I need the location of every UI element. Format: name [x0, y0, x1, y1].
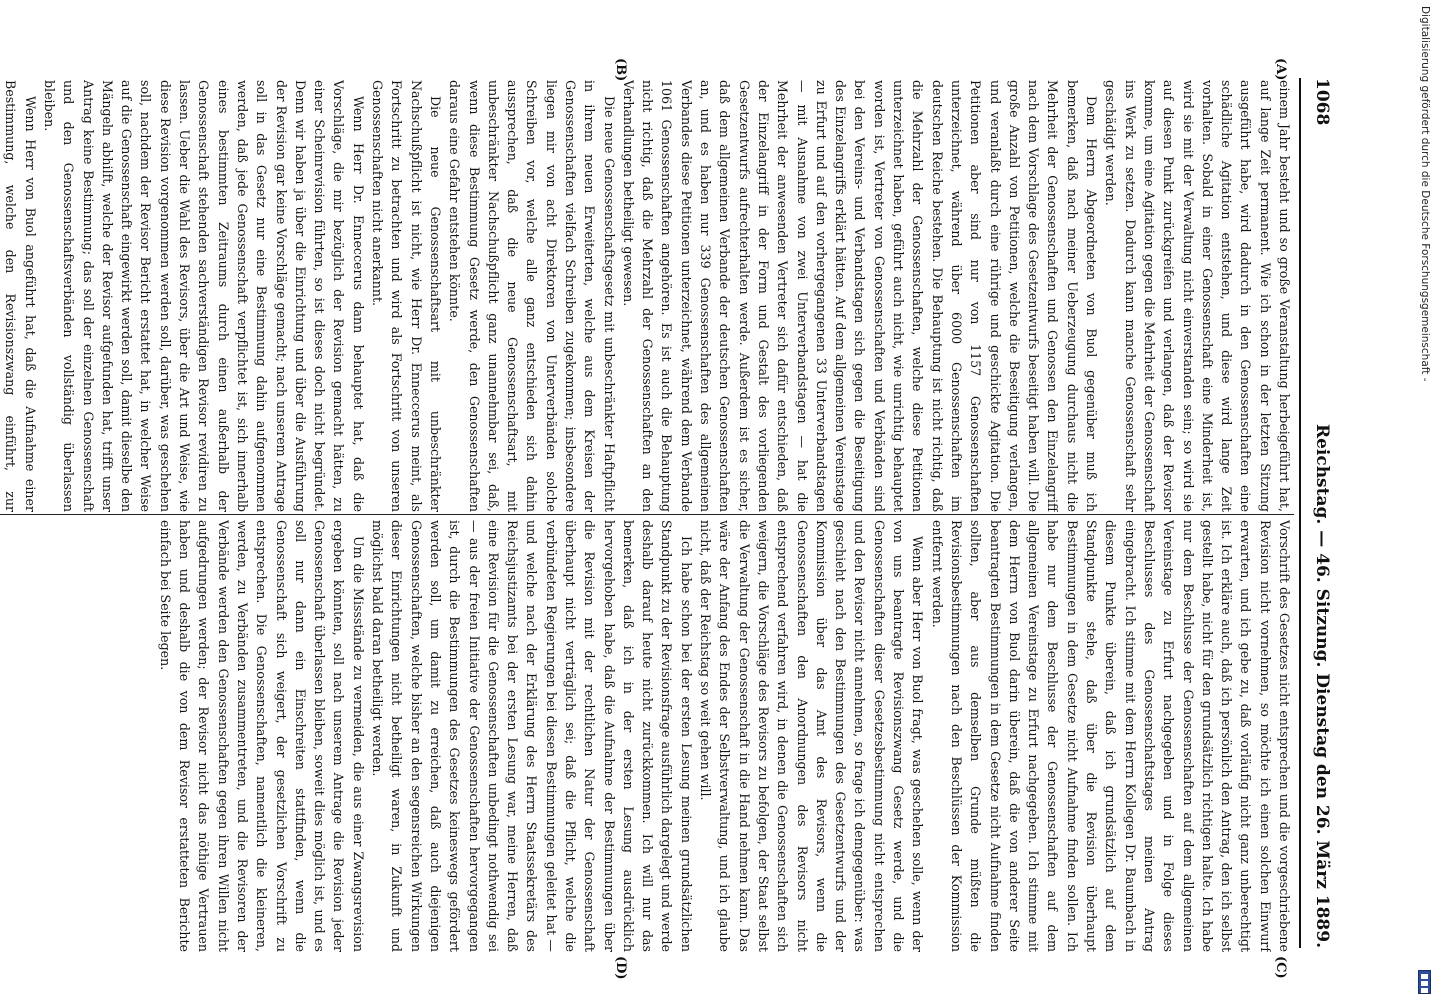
margin-marker-c: (C): [1273, 956, 1288, 979]
page-number: 1068: [1312, 78, 1332, 126]
paragraph: Wenn Herr Dr. Enneccerus dann behauptet hat, daß die Vorschläge, die mir bezüglich der Revision gemacht hätten, zu einer Scheinrevision führten, so ist dieses doch nicht begründet. Denn wir haben ja über die Einrichtung und über die Ausführung der Revision gar keine Vorschläge gemacht; nach unserem Antrage soll in das Gesetz nur eine Bestimmung dahin aufgenommen werden, daß jede Genossenschaft verpflichtet ist, sich innerhalb eines bestimmten Zeitraums durch einen außerhalb der Genossenschaft stehenden sachverständigen Revisor revidiren zu lassen. Ueber die Wahl des Revisors, über die Art und Weise, wie diese Revision vorgenommen werden soll, darüber, was geschehen soll, nachdem der Revisor Bericht erstattet hat, in welcher Weise auf die Genossenschaft eingewirkt werden soll, damit dieselbe den Mängeln abhilft, welche der Revisor aufgefunden hat, trifft unser Antrag keine Bestimmung; das soll der einzelnen Genossenschaft und den Genossenschaftsverbänden vollständig überlassen bleiben.: [42, 80, 366, 512]
paragraph: einem Jahr besteht und so große Veranstaltung herbeigeführt hat, auf lange Zeit permanent. Wie ich schon in der letzten Sitzung ausgeführt habe, wird dadurch in den Genossenschaften eine schädliche Agitation entstehen, und diese wird lange Zeit vorhalten. Sobald in einer Genossenschaft eine Minderheit ist, wird sie mit der Verwaltung nicht einverstanden sein; so wird sie auf diesen Punkt zurückgreifen und verlangen, daß der Revisor komme, um eine Agitation gegen die Mehrheit der Genossenschaft ins Werk zu setzen. Dadurch kann manche Genossenschaft sehr geschädigt werden.: [1103, 80, 1292, 512]
digitization-footer: [1417, 0, 1432, 1000]
paragraph: Die neue Genossenschaftsart mit unbeschränkter Nachschußpflicht ist nicht, wie Herr Dr. Enneccerus meint, als Fortschritt zu betrachten und wird als Fortschritt von unseren Genossenschaften nicht anerkannt.: [370, 80, 443, 512]
page-title: Reichstag. — 46. Sitzung. Dienstag den 26. März 1889.: [1312, 423, 1332, 948]
paragraph: Dem Herrn Abgeordneten von Buol gegenüber muß ich bemerken, daß nach meiner Ueberzeugung durchaus nicht die Mehrheit der Genossenschaften und Genossen den Einzelangriff nach dem Vorschlage des Gesetzentwurfs beseitigt haben will. Die große Anzahl von Petitionen, welche die Beseitigung verlangen, und veranlaßt durch eine rührige und geschickte Agitation. Die Petitionen aber sind nur von 1157 Genossenschaften unterzeichnet, während über 6000 Genossenschaften im deutschen Reiche bestehen. Die Behauptung ist nicht richtig, daß die Mehrzahl der Genossenschaften, welche diese Petitionen unterzeichnet haben, geführt auch nicht, wie unrichtig behauptet worden ist, Vertreter von Genossenschaften und Verbänden sind bei den Vereins- und Verbandstagen sich gegen die Beseitigung des Einzelangriffs erklärt hätten. Auf dem allgemeinen Vereinstage zu Erfurt und auf den vorhergegangenen 33 Unterverbandstagen — mit Ausnahme von zwei Unterverbandstagen — hat die Mehrheit der anwesenden Vertreter sich dafür entschieden, daß der Einzelangriff in der Form und Gestalt des vorliegenden Gesetzentwurfs aufrechterhalten werde. Außerdem ist es sicher, daß dem allgemeinen Verbande der deutschen Genossenschaften an, und es haben nur 339 Genossenschaften des allgemeinen Verbandes diese Petitionen unterzeichnet, während dem Verbande 1061 Genossenschaften angehören. Es ist auch die Behauptung nicht richtig, daß die Mehrzahl der Genossenschaften an den Verhandlungen betheiligt gewesen.: [620, 80, 1100, 512]
paragraph: Wenn aber Herr von Buol fragt, was geschehen solle, wenn der von uns beantragte Revisionszwang Gesetz werde, und die Genossenschaften dieser Gesetzesbestimmung nicht entsprechen und den Revisor nicht annehmen, so frage ich demgegenüber: was geschieht nach den Bestimmungen des Gesetzentwurfs und der Kommission über das Amt des Revisors, wenn die Genossenschaften den Anordnungen des Revisors nicht entsprechend verfahren wird, in denen die Genossenschaften sich weigern, die Vorschläge des Revisors zu befolgen, der Staat selbst die Verwaltung der Genossenschaft in die Hand nehmen kann. Das wäre der Anfang des Endes der Selbstverwaltung, und ich glaube nicht, daß der Reichstag so weit gehen will.: [698, 520, 926, 952]
margin-marker-a: (A): [1273, 58, 1288, 81]
margin-marker-d: (D): [613, 956, 628, 980]
dfg-logo-icon: [1418, 970, 1431, 994]
right-text-column: [0, 520, 1294, 952]
paragraph: Wenn Herr von Buol angeführt hat, daß die Aufnahme einer Bestimmung, welche den Revisionszwang einführt, zur: [3, 80, 38, 512]
header-rule: [1299, 78, 1301, 948]
paragraph: Vorschrift des Gesetzes nicht entsprechen und die vorgeschriebene Revision nicht vornehmen, so möchte ich einen solchen Einwurf erwarten, und ich gebe zu, daß vorläufig nicht ganz unberechtigt ist. Ich erkläre auch, daß ich persönlich den Antrag, den ich selbst gestellt habe, nicht für den grundsätzlich richtigen halte. Ich habe nur dem Beschlusse der Genossenschaften auf dem allgemeinen Vereinstage zu Erfurt nachgegeben und in Folge dieses Beschlusses des Genossenschaftstages meinen Antrag eingebracht. Ich stimme mit dem Herrn Kollegen Dr. Baumbach in diesem Punkte überein, daß ich grundsätzlich auf dem Standpunkte stehe, daß über die Revision überhaupt Bestimmungen in dem Gesetze nicht Aufnahme finden sollen. Ich habe nur dem Beschlusse der Genossenschaften auf dem allgemeinen Vereinstage zu Erfurt nachgegeben. Ich stimme mit dem Herrn von Buol darin überein, daß die von anderer Seite beantragten Bestimmungen in dem Gesetze nicht Aufnahme finden sollten, aber aus demselben Grunde müßten die Revisionsbestimmungen nach den Beschlüssen der Kommission entfernt werden.: [929, 520, 1292, 952]
paragraph: Um die Missstände zu vermeiden, die aus einer Zwangsrevision ergeben könnten, soll nach unserem Antrage die Revision jeder Genossenschaft überlassen bleiben, soweit dies möglich ist, und es soll nur dann ein Einschreiten stattfinden, wenn die Genossenschaft sich weigert, der gesetzlichen Vorschrift zu entsprechen. Die Genossenschaften, namentlich die kleineren, werden, zu Verbänden zusammentreten, und die Revisoren der Verbände werden den Genossenschaften gegen ihren Willen nicht aufgedrungen werden; der Revisor nicht das nöthige Vertrauen haben und deshalb die von dem Revisor erstatteten Berichte einfach bei Seite legen.: [157, 520, 366, 952]
paragraph: Die neue Genossenschaftsgesetz mit unbeschränkter Haftpflicht in ihrem neuen Erweiterten, welche aus dem Kreisen der Genossenschaften vielfach Schreiben zugekommen; insbesondere liegen mir von acht Direktoren von Unterverbänden solche Schreiben vor, welche alle ganz entschieden sich dahin aussprechen, daß die neue Genossenschaftsart, mit unbeschränkter Nachschußpflicht ganz unannehmbar sei, daß, wenn diese Bestimmung Gesetz werde, den Genossenschaften daraus eine Gefahr entstehen könnte.: [447, 80, 617, 512]
digitization-note: Digitalisierung gefördert durch die Deutsche Forschungsgemeinschaft -: [1419, 6, 1431, 382]
left-text-column: [0, 80, 1294, 512]
paragraph: Ich habe schon bei der ersten Lesung meinen grundsätzlichen Standpunkt zu der Revisionsfrage ausführlich dargelegt und werde deshalb darauf heute nicht zurückkommen. Ich will nur das bemerken, daß ich in der ersten Lesung ausdrücklich hervorgehoben habe, daß die Aufnahme der Bestimmungen über die Revision mit der rechtlichen Natur der Genossenschaft überhaupt nicht verträglich sei; daß die Pflicht, welche die verbündeten Regierungen bei diesen Bestimmungen geleitet hat — und welche nach der Erklärung des Herrn Staatssekretärs des Reichsjustizamts bei der ersten Lesung war, meine Herren, daß eine Revision für die Genossenschaften unbedingt nothwendig sei — aus der freien Initiative der Genossenschaften hervorgegangen ist, durch die Bestimmungen des Gesetzes keineswegs gefördert werden soll, um damit zu erreichen, daß auch diejenigen Genossenschaften, welche bisher an den segensreichen Wirkungen dieser Einrichtungen nicht betheiligt waren, in Zukunft und möglichst bald daran betheiligt werden.: [370, 520, 694, 952]
column-divider: [0, 514, 1294, 515]
margin-marker-b: (B): [613, 58, 628, 82]
page-header: [1304, 78, 1332, 948]
